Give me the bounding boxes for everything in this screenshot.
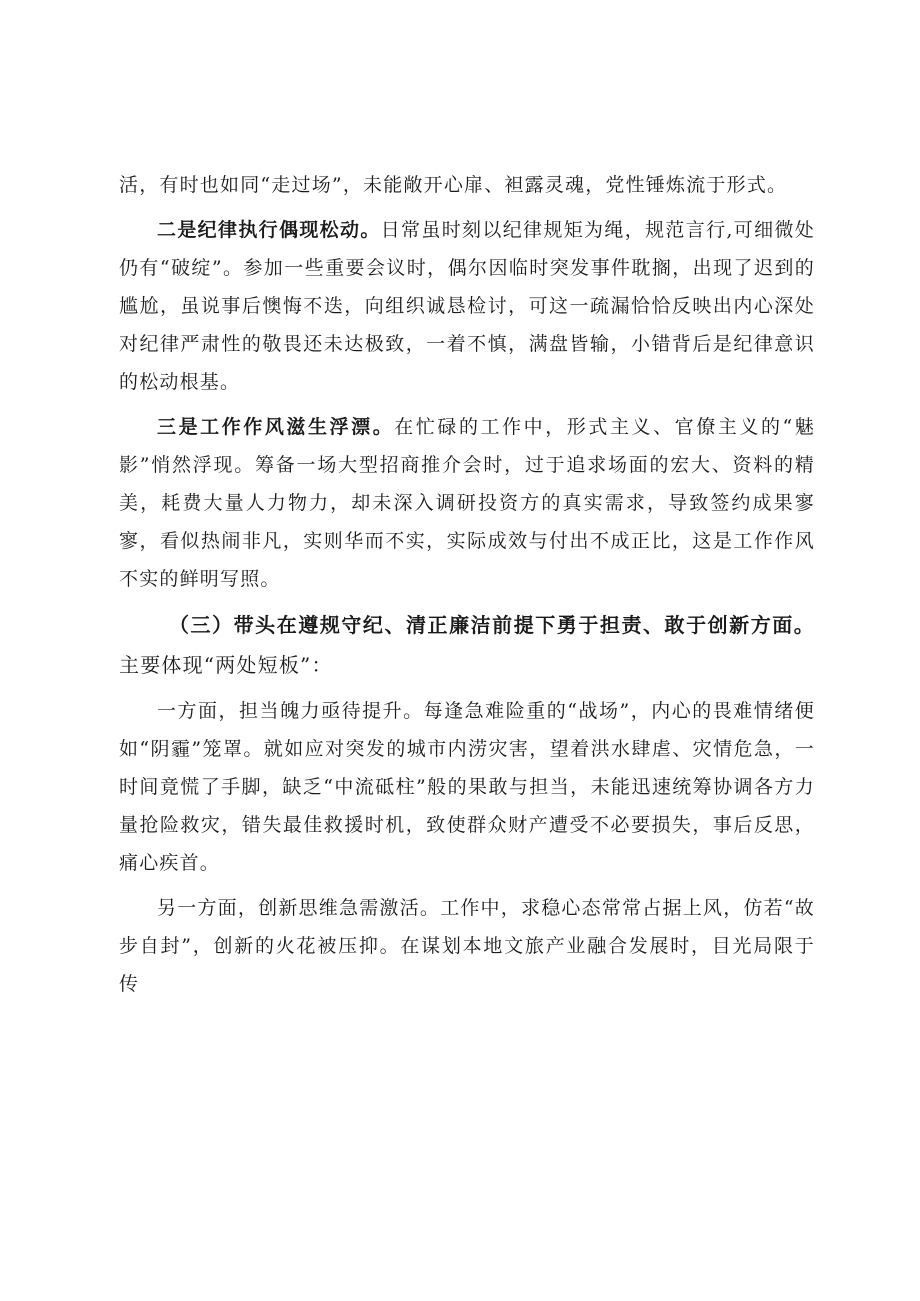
paragraph-innovation bbox=[119, 889, 815, 1003]
section-heading-lead: （三）带头在遵规守纪、清正廉洁前提下勇于担责、敢于创新方面。 bbox=[169, 613, 815, 637]
paragraph-text: 活，有时也如同“走过场”，未能敞开心扉、袒露灵魂，党性锤炼流于形式。 bbox=[119, 174, 788, 196]
paragraph-work-style bbox=[119, 408, 815, 598]
paragraph-responsibility bbox=[119, 692, 815, 882]
paragraph-lead: 二是纪律执行偶现松动。 bbox=[157, 219, 381, 241]
paragraph-discipline bbox=[119, 211, 815, 401]
paragraph-text: 一方面，担当魄力亟待提升。每逢急难险重的“战场”，内心的畏难情绪便如“阴霾”笼罩。就如应对突发的城市内涝灾害，望着洪水肆虐、灾情危急，一时间竟慌了手脚，缺乏“中流砥柱”般的果敢与担当，未能迅速统筹协调各方力量抢险救灾，错失最佳救援时机，致使群众财产遭受不必要损失，事后反思，痛心疾首。 bbox=[119, 700, 815, 874]
paragraph-text: 另一方面，创新思维急需激活。工作中，求稳心态常常占据上风，仿若“故步自封”，创新的火花被压抑。在谋划本地文旅产业融合发展时，目光局限于传 bbox=[119, 897, 815, 995]
paragraph-lead: 三是工作作风滋生浮漂。 bbox=[157, 416, 395, 438]
paragraph-text: 在忙碌的工作中，形式主义、官僚主义的“魅影”悄然浮现。筹备一场大型招商推介会时，过于追求场面的宏大、资料的精美，耗费大量人力物力，却未深入调研投资方的真实需求，导致签约成果寥寥，看似热闹非凡，实则华而不实，实际成效与付出不成正比，这是工作作风不实的鲜明写照。 bbox=[119, 416, 815, 590]
section-heading-text: 主要体现“两处短板”： bbox=[119, 653, 333, 677]
document-body bbox=[119, 166, 815, 1003]
section-heading bbox=[119, 605, 815, 685]
paragraph-continuation bbox=[119, 166, 815, 204]
paragraph-text: 日常虽时刻以纪律规矩为绳，规范言行,可细微处仍有“破绽”。参加一些重要会议时，偶尔因临时突发事件耽搁，出现了迟到的尴尬，虽说事后懊悔不迭，向组织诚恳检讨，可这一疏漏恰恰反映出内心深处对纪律严肃性的敬畏还未达极致，一着不慎，满盘皆输，小错背后是纪律意识的松动根基。 bbox=[119, 219, 815, 393]
